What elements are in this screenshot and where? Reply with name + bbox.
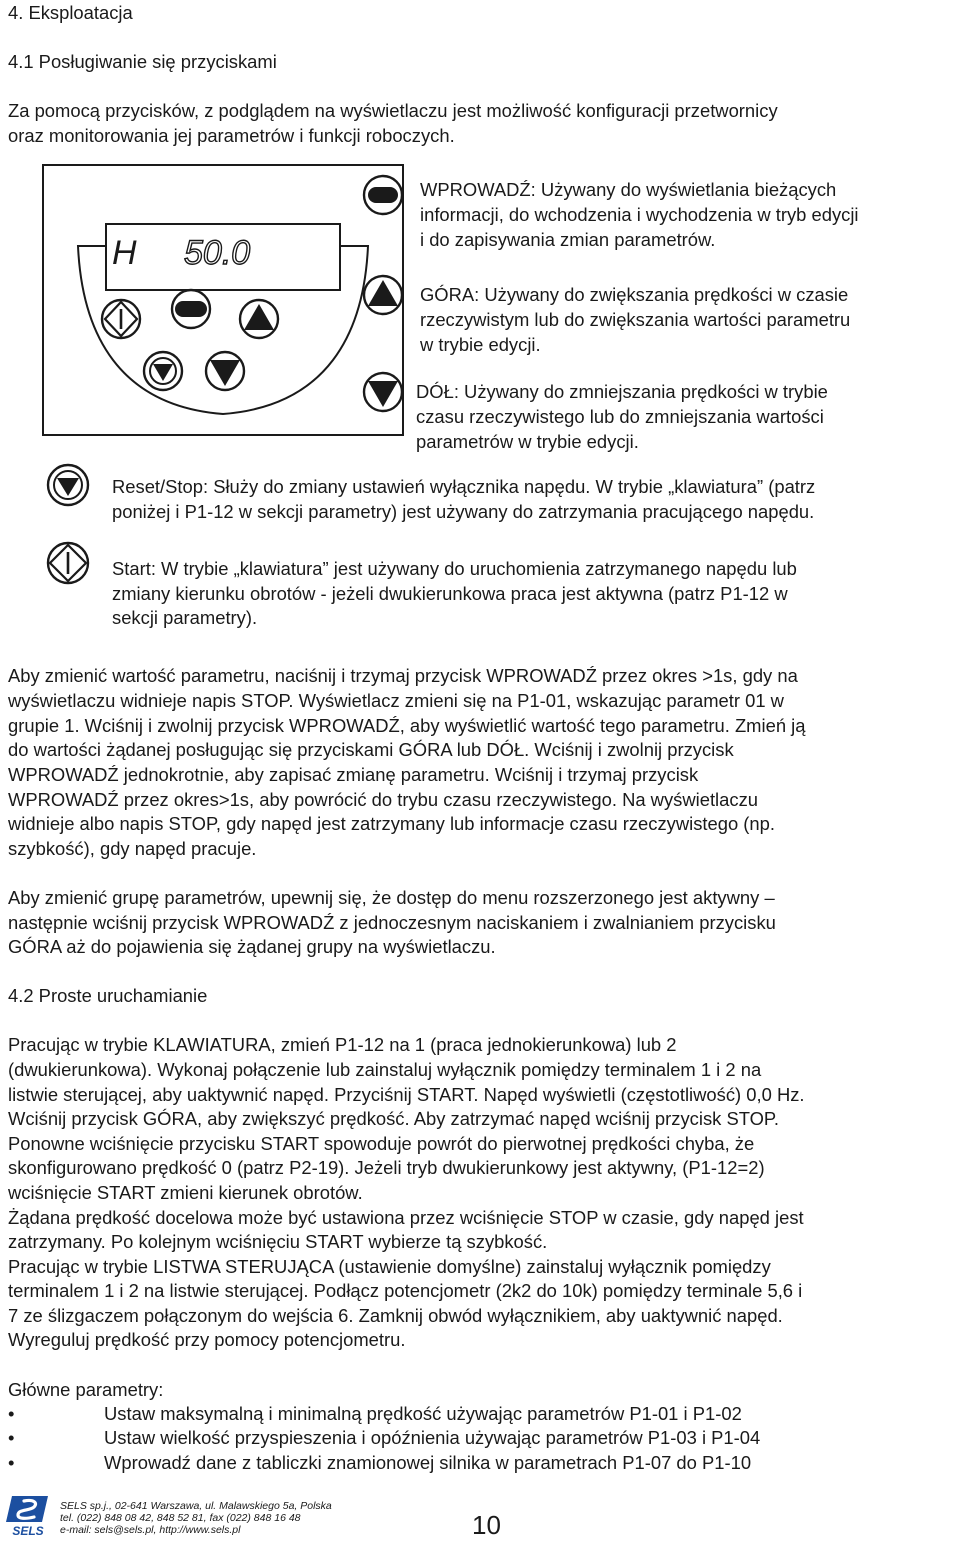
display-mode: H <box>112 234 137 272</box>
panel-enter-icon <box>172 290 210 328</box>
reset-description: Reset/Stop: Służy do zmiany ustawień wyłącznika napędu. W trybie „klawiatura” (patrz <box>112 476 816 497</box>
display-value: 50.0 <box>184 234 251 272</box>
paragraph-line: zatrzymany. Po kolejnym wciśnięciu START wybierze tą szybkość. <box>8 1231 548 1252</box>
main-param-item: Ustaw maksymalną i minimalną prędkość używając parametrów P1-01 i P1-02 <box>104 1403 742 1424</box>
page-number: 10 <box>472 1510 501 1540</box>
control-panel <box>42 164 404 436</box>
subsection-title: 4.2 Proste uruchamianie <box>8 985 208 1006</box>
paragraph-line: (dwukierunkowa). Wykonaj połączenie lub zainstaluj wyłącznik pomiędzy terminalem 1 i 2 na <box>8 1059 762 1080</box>
paragraph-line: terminalem 1 i 2 na listwie sterującej. Podłącz potencjometr (2k2 do 10k) pomiędzy terminale 5,6 i <box>8 1280 803 1301</box>
paragraph-line: WPROWADŹ jednokrotnie, aby zapisać zmianę parametru. Wciśnij i trzymaj przycisk <box>8 764 699 785</box>
reset-stop-button-icon <box>45 462 91 508</box>
bullet: • <box>8 1452 15 1473</box>
paragraph-line: Pracując w trybie LISTWA STERUJĄCA (ustawienie domyślne) zainstaluj wyłącznik pomiędzy <box>8 1256 771 1277</box>
down-description: czasu rzeczywistego lub do zmniejszania wartości <box>416 406 824 427</box>
paragraph-line: do wartości żądanej posługując się przyciskami GÓRA lub DÓŁ. Wciśnij i zwolnij przycisk <box>8 739 734 760</box>
start-description: sekcji parametry). <box>112 607 258 628</box>
paragraph-line: Aby zmienić wartość parametru, naciśnij i trzymaj przycisk WPROWADŹ przez okres >1s, gdy na <box>8 665 798 686</box>
start-description: zmiany kierunku obrotów - jeżeli dwukierunkowa praca jest aktywna (patrz P1-12 w <box>112 583 788 604</box>
paragraph-line: grupie 1. Wciśnij i zwolnij przycisk WPROWADŹ, aby wyświetlić wartość tego parametru. Zmień ją <box>8 715 806 736</box>
up-description: rzeczywistym lub do zwiększania wartości parametru <box>420 309 851 330</box>
bullet: • <box>8 1403 15 1424</box>
main-params-title: Główne parametry: <box>8 1379 164 1400</box>
paragraph-line: Ponowne wciśnięcie przycisku START spowoduje powrót do pierwotnej prędkości chyba, że <box>8 1133 755 1154</box>
sels-logo <box>4 1494 52 1538</box>
paragraph-line: skonfigurowano prędkość 0 (patrz P2-19). Jeżeli tryb dwukierunkowy jest aktywny, (P1-12=2) <box>8 1157 765 1178</box>
company-address: SELS sp.j., 02-641 Warszawa, ul. Malawskiego 5a, Polska <box>60 1500 332 1512</box>
panel-reset-icon <box>144 352 182 390</box>
start-button-icon <box>45 540 91 586</box>
paragraph-line: wyświetlaczu widnieje napis STOP. Wyświetlacz zmieni się na P1-01, wskazując parametr 01 w <box>8 690 784 711</box>
enter-description: i do zapisywania zmian parametrów. <box>420 229 716 250</box>
start-description: Start: W trybie „klawiatura” jest używany do uruchomienia zatrzymanego napędu lub <box>112 558 797 579</box>
paragraph-line: następnie wciśnij przycisk WPROWADŹ z jednoczesnym naciskaniem i zwalnianiem przycisku <box>8 912 776 933</box>
paragraph-line: Aby zmienić grupę parametrów, upewnij się, że dostęp do menu rozszerzonego jest aktywny – <box>8 887 775 908</box>
paragraph-line: 7 ze ślizgaczem połączonym do wejścia 6. Zamknij obwód wyłącznikiem, aby uaktywnić napęd. <box>8 1305 783 1326</box>
up-description: w trybie edycji. <box>420 334 541 355</box>
paragraph-line: listwie sterującej, aby uaktywnić napęd. Przyciśnij START. Napęd wyświetli (częstotliwość) 0,0 Hz. <box>8 1084 805 1105</box>
company-email: e-mail: sels@sels.pl, http://www.sels.pl <box>60 1524 241 1536</box>
enter-description: WPROWADŹ: Używany do wyświetlania bieżących <box>420 179 837 200</box>
bullet: • <box>8 1427 15 1448</box>
down-button-icon <box>361 370 405 414</box>
intro-line: Za pomocą przycisków, z podglądem na wyświetlaczu jest możliwość konfiguracji przetwornicy <box>8 100 778 121</box>
paragraph-line: Wciśnij przycisk GÓRA, aby zwiększyć prędkość. Aby zatrzymać napęd wciśnij przycisk STOP. <box>8 1108 779 1129</box>
paragraph-line: WPROWADŹ przez okres>1s, aby powrócić do trybu czasu rzeczywistego. Na wyświetlaczu <box>8 789 758 810</box>
panel-start-icon <box>102 300 140 338</box>
paragraph-line: Pracując w trybie KLAWIATURA, zmień P1-12 na 1 (praca jednokierunkowa) lub 2 <box>8 1034 677 1055</box>
paragraph-line: wciśnięcie START zmieni kierunek obrotów. <box>8 1182 363 1203</box>
paragraph-line: szybkość), gdy napęd pracuje. <box>8 838 257 859</box>
main-param-item: Wprowadź dane z tabliczki znamionowej silnika w parametrach P1-07 do P1-10 <box>104 1452 752 1473</box>
main-param-item: Ustaw wielkość przyspieszenia i opóźnienia używając parametrów P1-03 i P1-04 <box>104 1427 761 1448</box>
svg-text:SELS: SELS <box>12 1524 44 1538</box>
subsection-title: 4.1 Posługiwanie się przyciskami <box>8 51 277 72</box>
paragraph-line: GÓRA aż do pojawienia się żądanej grupy na wyświetlaczu. <box>8 936 496 957</box>
reset-description: poniżej i P1-12 w sekcji parametry) jest używany do zatrzymania pracującego napędu. <box>112 501 815 522</box>
enter-description: informacji, do wchodzenia i wychodzenia w tryb edycji <box>420 204 859 225</box>
company-phone: tel. (022) 848 08 42, 848 52 81, fax (022) 848 16 48 <box>60 1512 301 1524</box>
down-description: parametrów w trybie edycji. <box>416 431 639 452</box>
intro-line: oraz monitorowania jej parametrów i funkcji roboczych. <box>8 125 455 146</box>
panel-down-icon <box>206 352 244 390</box>
enter-button-icon <box>361 173 405 217</box>
paragraph-line: Żądana prędkość docelowa może być ustawiona przez wciśnięcie STOP w czasie, gdy napęd jest <box>8 1207 804 1228</box>
paragraph-line: Wyreguluj prędkość przy pomocy potencjometru. <box>8 1329 406 1350</box>
down-description: DÓŁ: Używany do zmniejszania prędkości w trybie <box>416 381 828 402</box>
paragraph-line: widnieje albo napis STOP, gdy napęd jest zatrzymany lub informacje czasu rzeczywistego (np. <box>8 813 775 834</box>
panel-up-icon <box>240 300 278 338</box>
up-description: GÓRA: Używany do zwiększania prędkości w czasie <box>420 284 849 305</box>
section-title: 4. Eksploatacja <box>8 2 133 23</box>
up-button-icon <box>361 273 405 317</box>
